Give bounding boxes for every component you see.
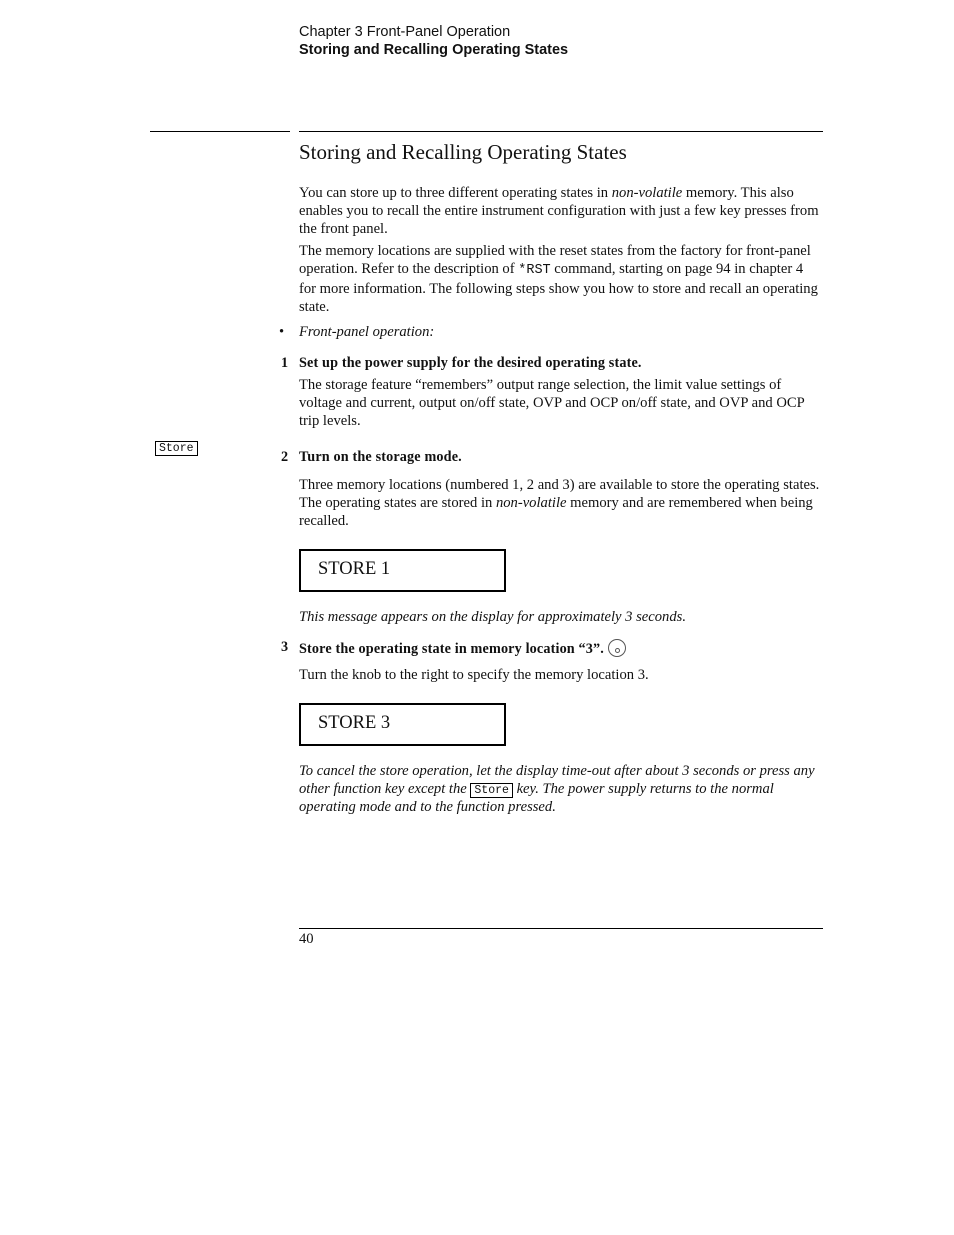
margin-rule — [150, 131, 290, 132]
step-1-number: 1 — [281, 355, 289, 371]
store-key-margin — [155, 438, 198, 456]
running-header-section: Storing and Recalling Operating States — [299, 42, 569, 58]
running-header-chapter: Chapter 3 Front-Panel Operation — [299, 24, 511, 40]
footer-rule — [299, 928, 823, 929]
step-2-number: 2 — [281, 449, 289, 465]
rst-command: *RST — [518, 263, 551, 278]
section-title: Storing and Recalling Operating States — [299, 140, 627, 164]
display-text: STORE 3 — [318, 713, 391, 733]
intro-paragraph-2: The memory locations are supplied with the reset states from the factory for front-panel operation. Refer to the description of *RST command, starting on page 94 in chapter 4 for more information. The following steps show you how to store and recall an operating state. — [299, 243, 818, 315]
step-3-body: Turn the knob to the right to specify the memory location 3. — [299, 667, 649, 683]
step-2-body: Three memory locations (numbered 1, 2 and 3) are available to store the operating states. The operating states are stored in non-volatile memory and are remembered when being recalled. — [299, 477, 820, 529]
step-1-body: The storage feature “remembers” output range selection, the limit value settings of voltage and current, output on/off state, OVP and OCP on/off state, and OVP and OCP trip levels. — [299, 377, 805, 429]
section-rule — [299, 131, 823, 132]
emphasis-non-volatile: non-volatile — [495, 495, 567, 511]
display-text: STORE 1 — [318, 559, 391, 579]
bullet-marker: • — [279, 324, 285, 340]
emphasis-non-volatile: non-volatile — [611, 185, 683, 201]
display-store-1 — [299, 549, 506, 592]
knob-icon — [608, 639, 626, 657]
page-number: 40 — [299, 931, 314, 947]
step-3-note: To cancel the store operation, let the display time-out after about 3 seconds or press any other function key except the Store key. The power supply returns to the normal operating mode and to the function pressed. — [299, 763, 815, 815]
display-store-3 — [299, 703, 506, 746]
store-keycap-inline: Store — [470, 783, 513, 798]
step-3-number: 3 — [281, 639, 289, 655]
step-2-note: This message appears on the display for approximately 3 seconds. — [299, 609, 686, 625]
step-1-title: Set up the power supply for the desired operating state. — [299, 355, 642, 371]
step-3-title: Store the operating state in memory location “3”. — [299, 639, 626, 658]
intro-paragraph-1: You can store up to three different operating states in non-volatile memory. This also enables you to recall the entire instrument configuration with just a few key presses from the front panel. — [299, 185, 819, 237]
store-keycap: Store — [155, 441, 198, 456]
front-panel-operation-label: Front-panel operation: — [299, 324, 435, 340]
step-2-title: Turn on the storage mode. — [299, 449, 462, 465]
